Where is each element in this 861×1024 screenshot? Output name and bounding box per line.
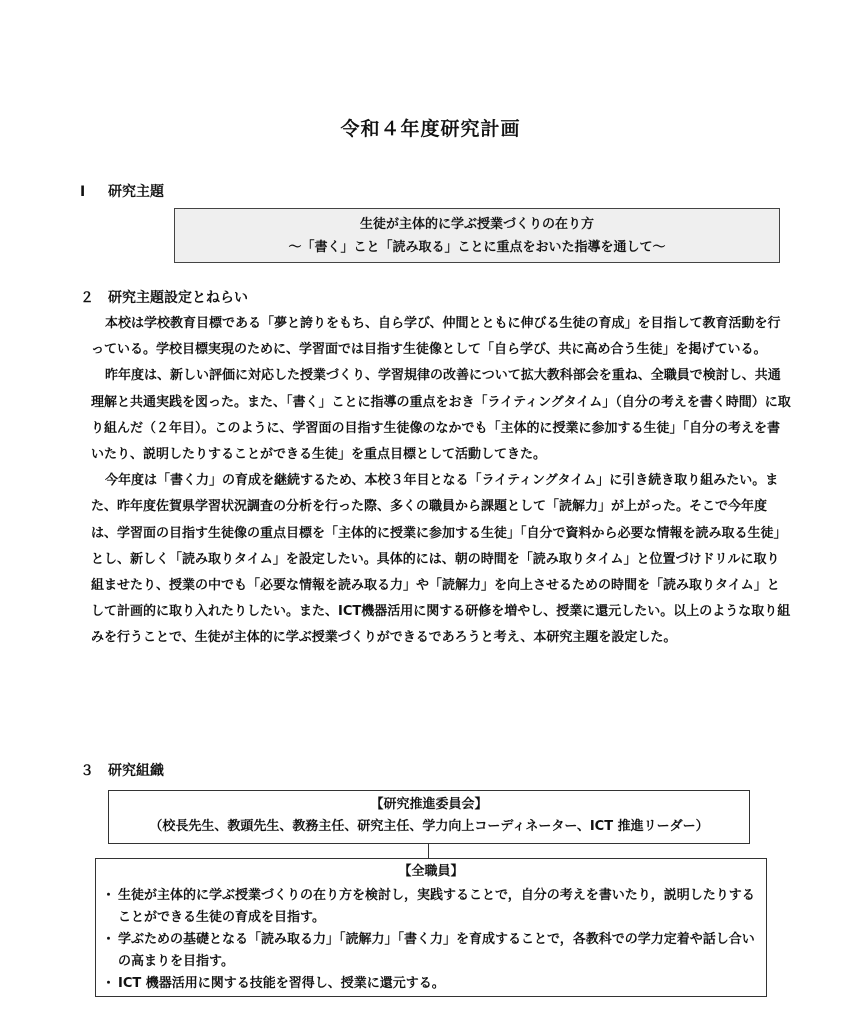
paragraph: 昨年度は、新しい評価に対応した授業づくり、学習規律の改善について拡大教科部会を重ね、全職員で検討し、共通理解と共通実践を図った。また、「書く」ことに指導の重点をおき「ライティングタイム」（自分の考えを書く時間）に取り組んだ（２年目）。このように、学習面の目指す生徒像のなかでも「主体的に授業に参加する生徒」「自分の考えを書いたり、説明したりすることができる生徒」を重点目標として活動してきた。 — [91, 368, 791, 463]
committee-members: （校長先生、教頭先生、教務主任、研究主任、学力向上コーディネーター、ICT 推進リーダー） — [149, 819, 709, 834]
section1-heading — [80, 181, 164, 201]
section3-title: 研究組織 — [108, 763, 164, 779]
section3-heading — [80, 760, 164, 780]
staff-list — [96, 885, 766, 995]
paragraph: 本校は学校教育目標である「夢と誇りをもち、自ら学び、仲間とともに伸びる生徒の育成」を目指して教育活動を行っている。学校目標実現のために、学習面では目指す生徒像として「自ら学び、共に高め合う生徒」を掲げている。 — [91, 316, 781, 358]
staff-title: 【全職員】 — [398, 864, 464, 879]
section2-number: ２ — [80, 290, 94, 306]
section3-number: ３ — [80, 763, 94, 779]
list-item: ・ 生徒が主体的に学ぶ授業づくりの在り方を検討し，実践することで，自分の考えを書いたり，説明したりすることができる生徒の育成を目指す。 — [96, 885, 766, 929]
all-staff-box — [95, 858, 767, 997]
bullet-icon: ・ — [102, 976, 116, 991]
section2-heading — [80, 287, 248, 307]
theme-sub: ～「書く」こと「読み取る」ことに重点をおいた指導を通して～ — [288, 240, 666, 255]
list-item: ・ 学ぶための基礎となる「読み取る力」「読解力」「書く力」を育成することで，各教科での学力定着や話し合いの高まりを目指す。 — [96, 929, 766, 973]
section2-body — [91, 311, 791, 652]
research-theme-box — [174, 208, 780, 263]
document-title: 令和４年度研究計画 — [340, 118, 521, 140]
committee-box — [108, 790, 750, 844]
bullet-icon: ・ — [102, 932, 116, 947]
paragraph: 今年度は「書く力」の育成を継続するため、本校３年目となる「ライティングタイム」に引き続き取り組みたい。また、昨年度佐賀県学習状況調査の分析を行った際、多くの職員から課題として「読解力」が上がった。そこで今年度は、学習面の目指す生徒像の重点目標を「主体的に授業に参加する生徒」「自分で資料から必要な情報を読み取る生徒」とし、新しく「読み取りタイム」を設定したい。具体的には、朝の時間を「読み取りタイム」と位置づけドリルに取り組ませたり、授業の中でも「必要な情報を読み取る力」や「読解力」を向上させるための時間を「読み取りタイム」として計画的に取り入れたりしたい。また、ICT機器活用に関する研修を増やし、授業に還元したい。以上のような取り組みを行うことで、生徒が主体的に学ぶ授業づくりができるであろうと考え、本研究主題を設定した。 — [91, 473, 791, 646]
committee-title: 【研究推進委員会】 — [370, 797, 488, 812]
bullet-icon: ・ — [102, 888, 116, 903]
theme-main: 生徒が主体的に学ぶ授業づくりの在り方 — [359, 217, 594, 232]
section1-title: 研究主題 — [108, 184, 164, 200]
org-connector-line — [428, 844, 429, 858]
list-item: ・ ICT 機器活用に関する技能を習得し、授業に還元する。 — [96, 973, 766, 995]
section2-title: 研究主題設定とねらい — [108, 290, 248, 306]
section1-number: Ⅰ — [80, 184, 86, 200]
